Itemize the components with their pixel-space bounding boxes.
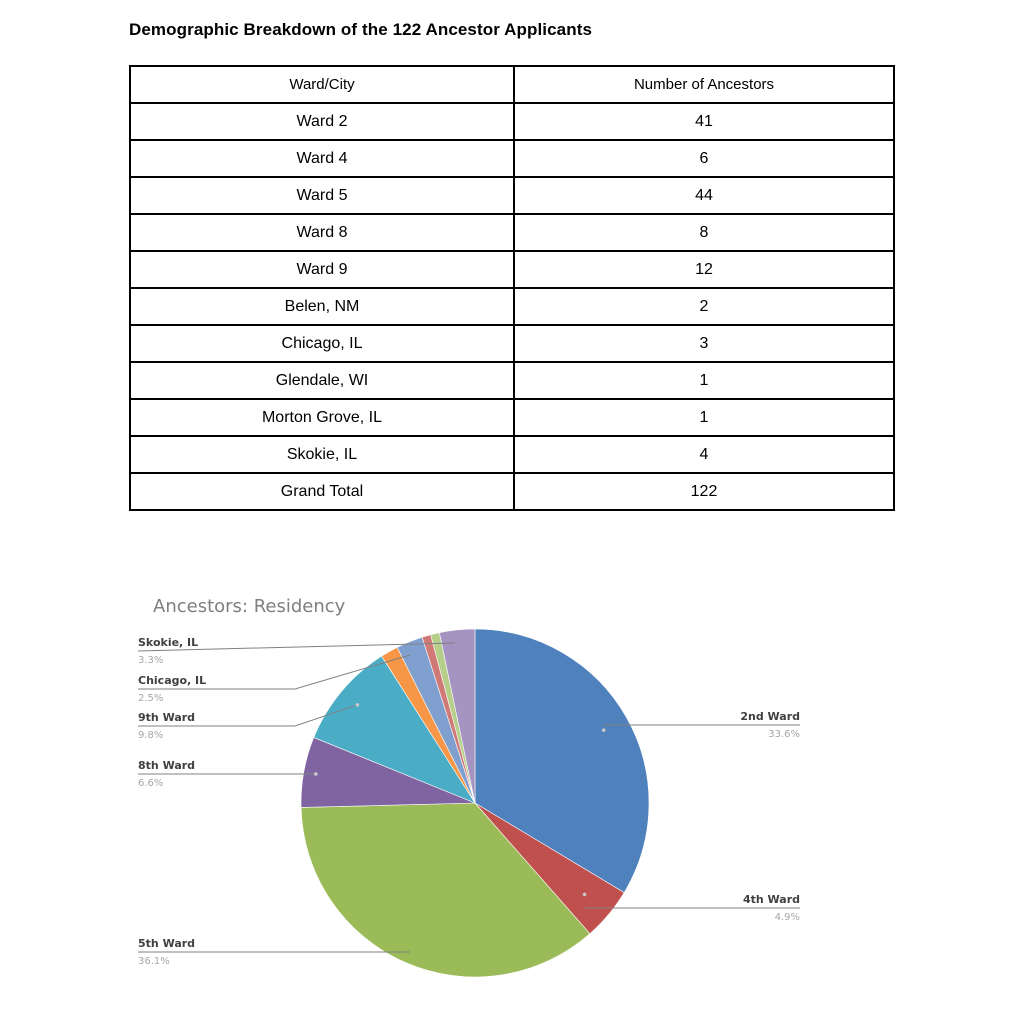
pie-slices bbox=[301, 629, 649, 977]
cell-ward-city: Chicago, IL bbox=[130, 325, 514, 362]
data-label-name-9th-ward: 9th Ward bbox=[138, 711, 196, 724]
table-row bbox=[130, 140, 894, 177]
data-label-percent-chicago-il: 2.5% bbox=[138, 693, 164, 704]
table-row-total bbox=[130, 473, 894, 510]
data-label-percent-skokie-il: 3.3% bbox=[138, 655, 164, 666]
cell-ward-city: Ward 4 bbox=[130, 140, 514, 177]
data-label-percent-9th-ward: 9.8% bbox=[138, 730, 164, 741]
column-header-ward-city: Ward/City bbox=[130, 66, 514, 103]
cell-number: 44 bbox=[514, 177, 894, 214]
data-label-percent-8th-ward: 6.6% bbox=[138, 778, 164, 789]
data-label-name-chicago-il: Chicago, IL bbox=[138, 674, 207, 687]
cell-number: 122 bbox=[514, 473, 894, 510]
data-label-name-8th-ward: 8th Ward bbox=[138, 759, 196, 772]
table-row bbox=[130, 288, 894, 325]
cell-ward-city: Morton Grove, IL bbox=[130, 399, 514, 436]
cell-number: 4 bbox=[514, 436, 894, 473]
leader-dot-9th-ward bbox=[356, 703, 360, 707]
cell-ward-city: Skokie, IL bbox=[130, 436, 514, 473]
table-body bbox=[130, 103, 894, 510]
data-label-percent-2nd-ward: 33.6% bbox=[768, 729, 800, 740]
table-row bbox=[130, 399, 894, 436]
cell-number: 6 bbox=[514, 140, 894, 177]
data-label-percent-5th-ward: 36.1% bbox=[138, 956, 170, 967]
cell-number: 1 bbox=[514, 399, 894, 436]
document-title: Demographic Breakdown of the 122 Ancestor Applicants bbox=[129, 20, 593, 39]
breakdown-table bbox=[129, 65, 895, 511]
data-label-name-4th-ward: 4th Ward bbox=[742, 893, 800, 906]
data-label-name-5th-ward: 5th Ward bbox=[138, 937, 196, 950]
table-row bbox=[130, 362, 894, 399]
cell-number: 8 bbox=[514, 214, 894, 251]
cell-number: 2 bbox=[514, 288, 894, 325]
cell-number: 3 bbox=[514, 325, 894, 362]
table-header-row bbox=[130, 66, 894, 103]
leader-dot-2nd-ward bbox=[602, 728, 606, 732]
cell-ward-city: Ward 5 bbox=[130, 177, 514, 214]
table-row bbox=[130, 214, 894, 251]
chart-title: Ancestors: Residency bbox=[153, 596, 346, 617]
cell-number: 12 bbox=[514, 251, 894, 288]
table-row bbox=[130, 103, 894, 140]
table-row bbox=[130, 436, 894, 473]
pie-chart bbox=[0, 560, 1021, 1021]
leader-dot-8th-ward bbox=[314, 772, 318, 776]
data-label-name-skokie-il: Skokie, IL bbox=[138, 636, 199, 649]
pie-chart-svg bbox=[0, 560, 1021, 1021]
column-header-number: Number of Ancestors bbox=[514, 66, 894, 103]
cell-ward-city: Grand Total bbox=[130, 473, 514, 510]
cell-ward-city: Ward 9 bbox=[130, 251, 514, 288]
table-row bbox=[130, 177, 894, 214]
cell-ward-city: Ward 2 bbox=[130, 103, 514, 140]
cell-ward-city: Belen, NM bbox=[130, 288, 514, 325]
table-row bbox=[130, 251, 894, 288]
cell-ward-city: Ward 8 bbox=[130, 214, 514, 251]
cell-number: 41 bbox=[514, 103, 894, 140]
data-label-percent-4th-ward: 4.9% bbox=[774, 912, 800, 923]
cell-ward-city: Glendale, WI bbox=[130, 362, 514, 399]
leader-dot-4th-ward bbox=[583, 893, 587, 897]
table-row bbox=[130, 325, 894, 362]
data-label-name-2nd-ward: 2nd Ward bbox=[740, 710, 800, 723]
cell-number: 1 bbox=[514, 362, 894, 399]
